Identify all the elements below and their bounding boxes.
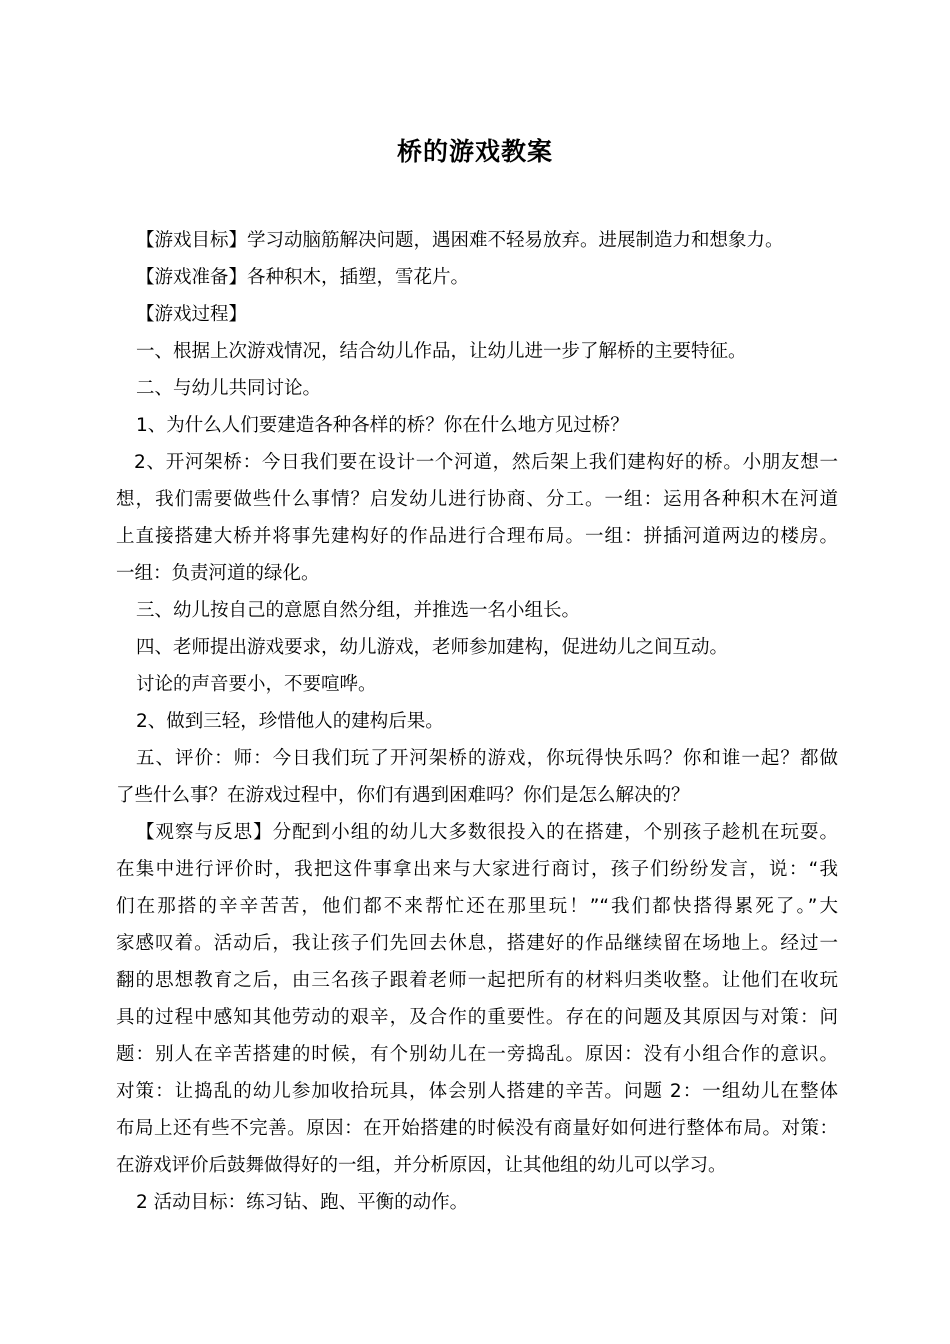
- heading-process: 【游戏过程】: [136, 304, 248, 325]
- paragraph-question-2-cont: 上直接搭建大桥并将事先建构好的作品进行合理布局。一组：拼插河道两边的楼房。: [116, 526, 838, 547]
- paragraph-question-2-cont: 想，我们需要做些什么事情？启发幼儿进行协商、分工。一组：运用各种积木在河道: [116, 489, 838, 510]
- paragraph-reflection-cont: 题：别人在辛苦搭建的时候，有个别幼儿在一旁捣乱。原因：没有小组合作的意识。: [116, 1044, 838, 1065]
- paragraph-step-3: 三、幼儿按自己的意愿自然分组，并推选一名小组长。: [136, 600, 581, 621]
- paragraph-rule-1: 讨论的声音要小，不要喧哗。: [136, 674, 377, 695]
- paragraph-step-5-cont: 了些什么事？在游戏过程中，你们有遇到困难吗？你们是怎么解决的？: [116, 785, 690, 806]
- paragraph-reflection-cont: 在集中进行评价时，我把这件事拿出来与大家进行商讨，孩子们纷纷发言，说：“我: [116, 859, 838, 880]
- document-title: 桥的游戏教案: [396, 137, 553, 166]
- paragraph-rule-2: 2、做到三轻，珍惜他人的建构后果。: [136, 711, 444, 732]
- paragraph-activity-goal: 2 活动目标：练习钻、跑、平衡的动作。: [136, 1192, 469, 1213]
- paragraph-reflection-cont: 具的过程中感知其他劳动的艰辛，及合作的重要性。存在的问题及其原因与对策：问: [116, 1007, 838, 1028]
- paragraph-question-2-cont: 一组：负责河道的绿化。: [116, 563, 320, 584]
- paragraph-reflection-cont: 对策：让捣乱的幼儿参加收拾玩具，体会别人搭建的辛苦。问题 2：一组幼儿在整体: [116, 1081, 838, 1102]
- paragraph-goal: 【游戏目标】学习动脑筋解决问题，遇困难不轻易放弃。进展制造力和想象力。: [136, 230, 784, 251]
- paragraph-reflection-cont: 们在那搭的辛辛苦苦，他们都不来帮忙还在那里玩！”“我们都快搭得累死了。”大: [116, 896, 838, 917]
- paragraph-step-5: 五、评价：师：今日我们玩了开河架桥的游戏，你玩得快乐吗？你和谁一起？都做: [136, 748, 838, 769]
- paragraph-reflection-cont: 在游戏评价后鼓舞做得好的一组，并分析原因，让其他组的幼儿可以学习。: [116, 1155, 727, 1176]
- paragraph-step-1: 一、根据上次游戏情况，结合幼儿作品，让幼儿进一步了解桥的主要特征。: [136, 341, 747, 362]
- document-body: [116, 222, 838, 1221]
- paragraph-question-1: 1、为什么人们要建造各种各样的桥？你在什么地方见过桥？: [136, 415, 629, 436]
- paragraph-step-2: 二、与幼儿共同讨论。: [136, 378, 322, 399]
- paragraph-reflection-cont: 翻的思想教育之后，由三名孩子跟着老师一起把所有的材料归类收整。让他们在收玩: [116, 970, 838, 991]
- paragraph-reflection-cont: 布局上还有些不完善。原因：在开始搭建的时候没有商量好如何进行整体布局。对策：: [116, 1118, 838, 1139]
- paragraph-preparation: 【游戏准备】各种积木，插塑，雪花片。: [136, 267, 470, 288]
- paragraph-reflection: 【观察与反思】分配到小组的幼儿大多数很投入的在搭建，个别孩子趁机在玩耍。: [136, 822, 838, 843]
- paragraph-step-4: 四、老师提出游戏要求，幼儿游戏，老师参加建构，促进幼儿之间互动。: [136, 637, 729, 658]
- paragraph-question-2: 2、开河架桥：今日我们要在设计一个河道，然后架上我们建构好的桥。小朋友想一: [134, 452, 838, 473]
- paragraph-reflection-cont: 家感叹着。活动后，我让孩子们先回去休息，搭建好的作品继续留在场地上。经过一: [116, 933, 838, 954]
